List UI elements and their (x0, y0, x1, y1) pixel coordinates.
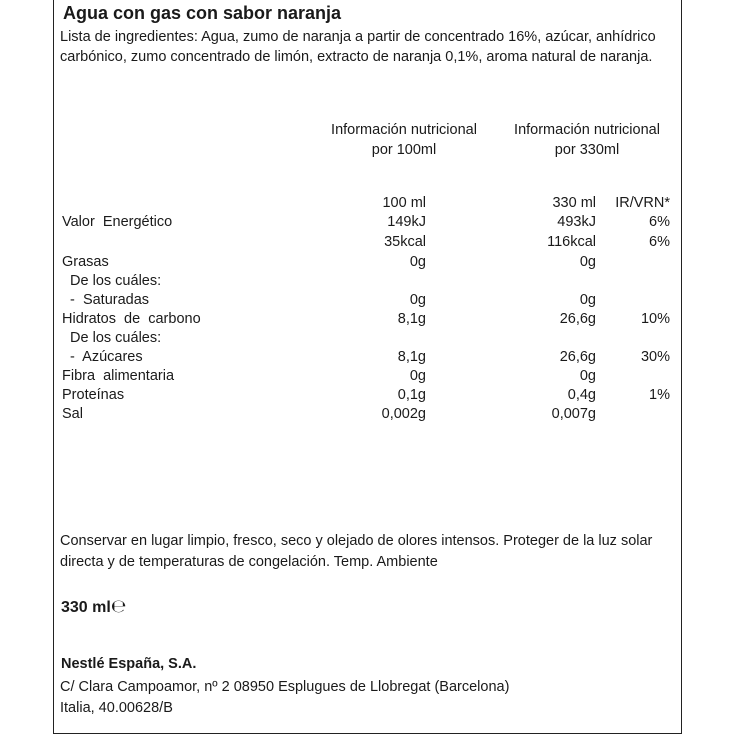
nutrient-value-100ml: 8,1g (397, 311, 426, 327)
nutrition-header-100ml (314, 120, 494, 160)
header-line: por 330ml (554, 142, 620, 158)
nutrient-value-330ml: 26,6g (559, 349, 596, 365)
nutrient-value-330ml: 0g (579, 368, 596, 384)
nutrient-label: Valor Energético (62, 214, 173, 230)
nutrient-label: Fibra alimentaria (62, 368, 175, 384)
nutrient-value-ir: 6% (649, 214, 670, 230)
nutrient-label: De los cuáles: (62, 273, 162, 289)
nutrient-value-100ml: 0g (409, 368, 426, 384)
nutrient-label: Sal (62, 406, 83, 422)
nutrient-value-330ml: 493kJ (557, 214, 596, 230)
nutrient-label: - Azúcares (62, 349, 143, 365)
header-line: Información nutricional (514, 122, 660, 138)
nutrient-value-330ml: 0,4g (567, 387, 596, 403)
nutrient-label: Proteínas (62, 387, 125, 403)
nutrient-value-330ml: 116kcal (547, 234, 596, 250)
ingredients-list: Lista de ingredientes: Agua, zumo de naranja a partir de concentrado 16%, azúcar, anhídrico carbónico, zumo concentrado de limón, extracto de naranja 0,1%, aroma natural de naranja. (60, 29, 656, 65)
nutrient-value-100ml: 149kJ (387, 214, 426, 230)
nutrient-label: Hidratos de carbono (62, 311, 201, 327)
nutrient-value-ir: 6% (649, 234, 670, 250)
nutrition-header-330ml (497, 120, 677, 160)
net-volume (61, 596, 126, 617)
nutrient-value-ir: 30% (640, 349, 670, 365)
nutrient-value-330ml: 0g (579, 254, 596, 270)
nutrient-value-330ml: 0g (579, 292, 596, 308)
nutrient-label: Grasas (62, 254, 109, 270)
storage-instructions: Conservar en lugar limpio, fresco, seco y olejado de olores intensos. Proteger de la luz solar directa y de temperaturas de congelación. Temp. Ambiente (60, 533, 653, 570)
nutrient-value-100ml: 0,1g (397, 387, 426, 403)
company-name: Nestlé España, S.A. (61, 656, 197, 672)
nutrient-value-100ml: 35kcal (384, 234, 426, 250)
volume-value: 330 ml (61, 599, 111, 616)
nutrient-value-100ml: 0g (409, 254, 426, 270)
column-header-330ml: 330 ml (552, 195, 596, 211)
nutrient-value-100ml: 0g (409, 292, 426, 308)
label-frame (53, 0, 682, 734)
company-address: C/ Clara Campoamor, nº 2 08950 Esplugues de Llobregat (Barcelona) (60, 679, 510, 695)
nutrient-value-ir: 10% (640, 311, 670, 327)
nutrient-value-ir: 1% (649, 387, 670, 403)
estimated-sign-icon: ℮ (110, 596, 127, 617)
product-title: Agua con gas con sabor naranja (63, 3, 342, 23)
header-line: Información nutricional (331, 122, 477, 138)
nutrient-value-330ml: 0,007g (551, 406, 596, 422)
column-header-100ml: 100 ml (382, 195, 426, 211)
nutrient-label: De los cuáles: (62, 330, 162, 346)
registration-number: Italia, 40.00628/B (60, 700, 173, 716)
nutrient-value-330ml: 26,6g (559, 311, 596, 327)
nutrient-value-100ml: 8,1g (397, 349, 426, 365)
column-header-ir: IR/VRN* (615, 195, 670, 211)
nutrient-label: - Saturadas (62, 292, 150, 308)
header-line: por 100ml (371, 142, 437, 158)
nutrient-value-100ml: 0,002g (381, 406, 426, 422)
